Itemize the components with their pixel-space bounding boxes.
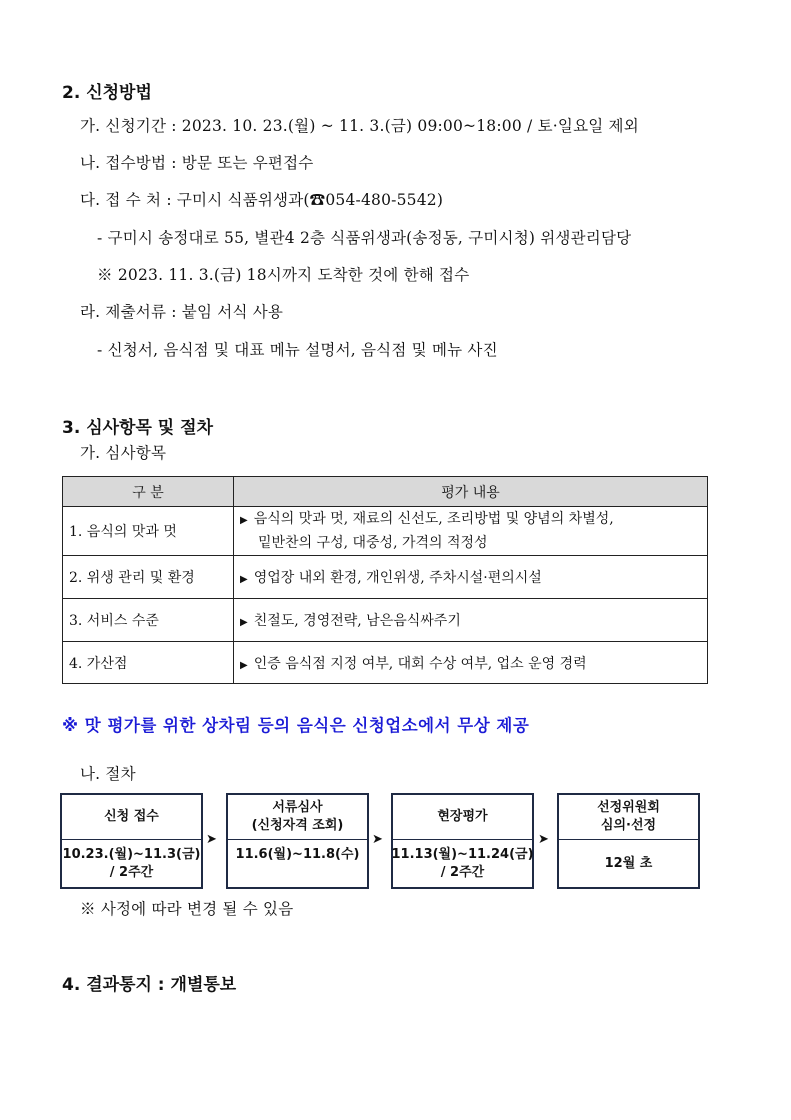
deadline-note: ※ 2023. 11. 3.(금) 18시까지 도착한 것에 한해 접수 xyxy=(97,266,470,284)
row-content: ▶ 영업장 내외 환경, 개인위생, 주차시설·편의시설 xyxy=(234,556,708,599)
table-row xyxy=(63,642,708,684)
free-meal-notice: ※ 맛 평가를 위한 상차림 등의 음식은 신청업소에서 무상 제공 xyxy=(62,716,530,735)
section-2-title: 2. 신청방법 xyxy=(62,83,152,103)
step-duration: / 2주간 xyxy=(440,864,485,880)
step-committee-selection xyxy=(557,793,700,889)
application-period: 가. 신청기간 : 2023. 10. 23.(월) ~ 11. 3.(금) 09:00~18:00 / 토·일요일 제외 xyxy=(80,117,639,135)
row-content: ▶ 음식의 맛과 멋, 재료의 신선도, 조리방법 및 양념의 차별성, 밑반찬의 구성, 대중성, 가격의 적정성 xyxy=(234,507,708,556)
step-subtitle: 심의·선정 xyxy=(600,818,657,833)
triangle-right-icon: ▶ xyxy=(240,574,248,585)
section-3-title: 3. 심사항목 및 절차 xyxy=(62,418,213,438)
step-application xyxy=(60,793,203,889)
step-title: 서류심사 xyxy=(272,800,323,815)
section-4-title: 4. 결과통지 : 개별통보 xyxy=(62,975,237,995)
application-office: 다. 접 수 처 : 구미시 식품위생과(☎054-480-5542) xyxy=(80,191,444,209)
step-subtitle: (신청자격 조회) xyxy=(251,818,344,833)
criteria-subtitle: 가. 심사항목 xyxy=(80,444,167,462)
procedure-note: ※ 사정에 따라 변경 될 수 있음 xyxy=(80,900,294,918)
table-header-content: 평가 내용 xyxy=(234,477,708,507)
criteria-table xyxy=(62,476,708,684)
triangle-right-icon: ▶ xyxy=(240,659,248,671)
table-header-category: 구 분 xyxy=(63,477,234,507)
table-row xyxy=(63,507,708,556)
row-content: ▶ 친절도, 경영전략, 남은음식싸주기 xyxy=(234,599,708,642)
triangle-right-icon: ▶ xyxy=(240,617,248,628)
step-title: 신청 접수 xyxy=(104,809,159,824)
row-content: ▶ 인증 음식점 지정 여부, 대회 수상 여부, 업소 운영 경력 xyxy=(234,642,708,684)
step-site-evaluation xyxy=(391,793,534,889)
office-address: - 구미시 송정대로 55, 별관4 2층 식품위생과(송정동, 구미시청) 위생관리담당 xyxy=(97,229,632,247)
row-category: 2. 위생 관리 및 환경 xyxy=(63,556,234,599)
step-duration: / 2주간 xyxy=(109,864,154,880)
application-method: 나. 접수방법 : 방문 또는 우편접수 xyxy=(80,154,314,172)
procedure-subtitle: 나. 절차 xyxy=(80,765,136,783)
required-documents: 라. 제출서류 : 붙임 서식 사용 xyxy=(80,303,284,321)
required-documents-detail: - 신청서, 음식점 및 대표 메뉴 설명서, 음식점 및 메뉴 사진 xyxy=(97,341,498,359)
table-row xyxy=(63,556,708,599)
row-category: 4. 가산점 xyxy=(63,642,234,684)
step-title: 현장평가 xyxy=(437,809,488,824)
arrow-right-icon: ➤ xyxy=(372,832,383,847)
step-date: 11.6(월)~11.8(수) xyxy=(235,847,360,862)
row-category: 1. 음식의 맛과 멋 xyxy=(63,507,234,556)
step-date: 11.13(월)~11.24(금) xyxy=(391,846,534,862)
row-category: 3. 서비스 수준 xyxy=(63,599,234,642)
step-date: 12월 초 xyxy=(604,855,653,871)
arrow-right-icon: ➤ xyxy=(538,832,549,847)
step-title: 선정위원회 xyxy=(597,800,660,815)
table-row xyxy=(63,599,708,642)
step-document-review xyxy=(226,793,369,889)
triangle-right-icon: ▶ xyxy=(240,514,248,526)
step-date: 10.23.(월)~11.3(금) xyxy=(62,846,201,862)
arrow-right-icon: ➤ xyxy=(206,832,217,847)
